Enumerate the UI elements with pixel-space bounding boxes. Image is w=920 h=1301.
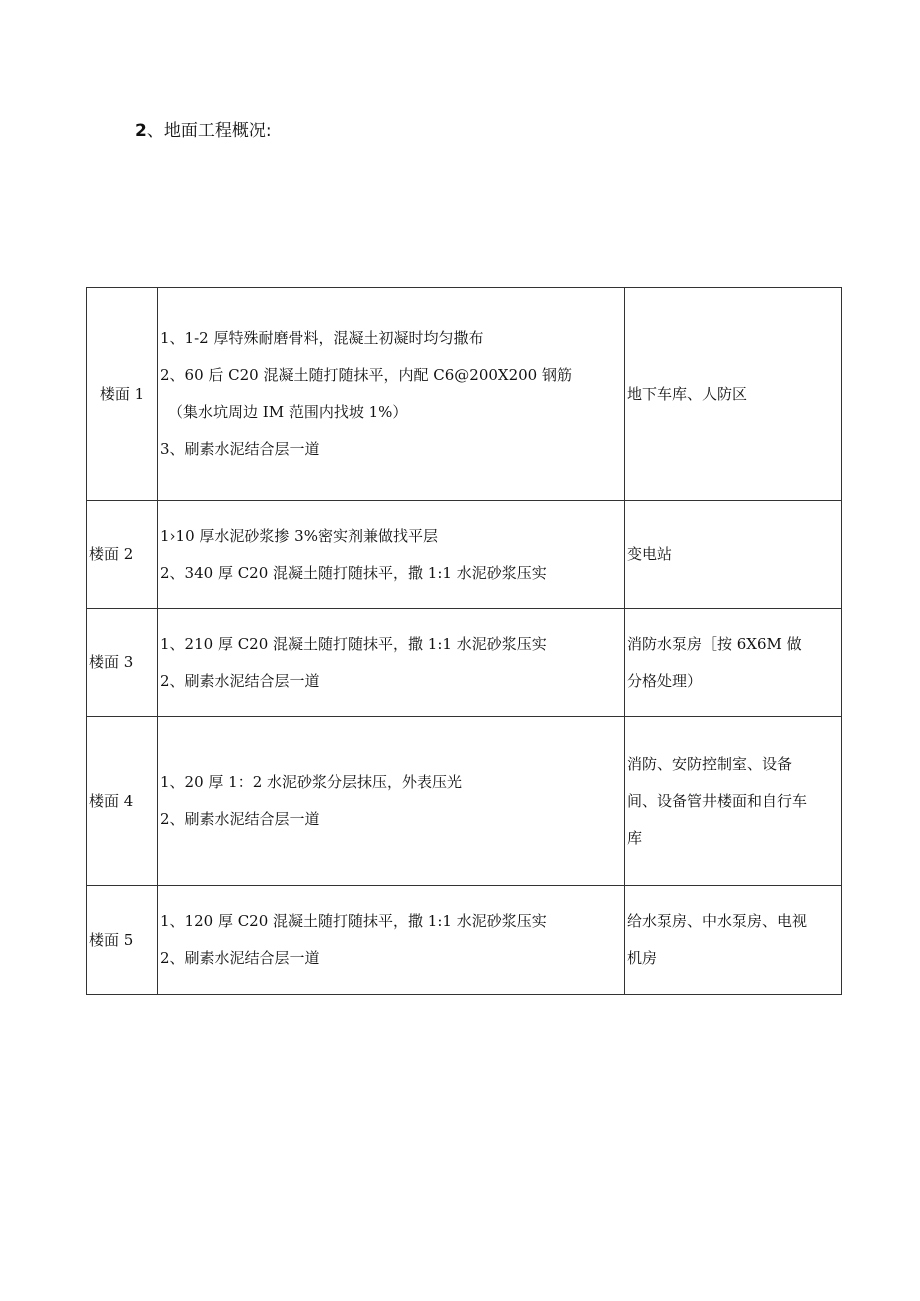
floor-spec-table: [86, 287, 842, 995]
section-heading: [135, 119, 272, 143]
floor-usage-line: 机房: [627, 949, 658, 967]
floor-usage-line: 间、设备管井楼面和自行车: [627, 791, 808, 810]
floor-steps-cell: [158, 886, 625, 995]
table-row-floor-2: [87, 501, 842, 609]
section-title: 、地面工程概况:: [146, 121, 272, 141]
floor-step-line: （集水坑周边 IM 范围内找坡 1%）: [168, 403, 408, 421]
floor-step-line: 2、刷素水泥结合层一道: [160, 810, 320, 828]
floor-step-line: 2、刷素水泥结合层一道: [160, 949, 320, 967]
floor-name-cell: 楼面 3: [87, 609, 158, 717]
floor-usage-line: 分格处理）: [627, 671, 703, 690]
floor-name-cell: 楼面 1: [87, 288, 158, 501]
floor-step-line: 2、刷素水泥结合层一道: [160, 671, 320, 690]
floor-steps-cell: [158, 609, 625, 717]
floor-step-line: 1、210 厚 C20 混凝土随打随抹平，撒 1:1 水泥砂浆压实: [160, 634, 547, 653]
floor-usage-cell: [625, 501, 842, 609]
floor-usage-line: 给水泵房、中水泵房、电视: [627, 912, 808, 930]
floor-name-cell: 楼面 2: [87, 501, 158, 609]
floor-steps-cell: [158, 288, 625, 501]
floor-step-line: 2、60 后 C20 混凝土随打随抹平，内配 C6@200X200 钢筋: [160, 366, 572, 384]
floor-name-cell: 楼面 4: [87, 717, 158, 886]
floor-usage-line: 变电站: [627, 545, 673, 563]
table-row-floor-3: [87, 609, 842, 717]
floor-usage-cell: [625, 288, 842, 501]
floor-step-line: 1、20 厚 1：2 水泥砂浆分层抹压，外表压光: [160, 773, 463, 791]
floor-name-cell: 楼面 5: [87, 886, 158, 995]
section-number: 2: [135, 121, 147, 141]
table-row-floor-5: [87, 886, 842, 995]
floor-steps-cell: [158, 717, 625, 886]
floor-usage-cell: [625, 609, 842, 717]
floor-step-line: 1、1-2 厚特殊耐磨骨料，混凝土初凝时均匀撒布: [160, 329, 484, 347]
floor-usage-cell: [625, 717, 842, 886]
floor-usage-line: 消防、安防控制室、设备: [627, 754, 793, 773]
table-row-floor-1: [87, 288, 842, 501]
floor-steps-cell: [158, 501, 625, 609]
table-row-floor-4: [87, 717, 842, 886]
floor-step-line: 1、120 厚 C20 混凝土随打随抹平，撒 1:1 水泥砂浆压实: [160, 912, 547, 930]
floor-usage-line: 消防水泵房［按 6X6M 做: [627, 634, 802, 653]
floor-step-line: 1›10 厚水泥砂浆掺 3%密实剂兼做找平层: [160, 526, 438, 545]
floor-step-line: 2、340 厚 C20 混凝土随打随抹平，撒 1:1 水泥砂浆压实: [160, 563, 547, 582]
floor-usage-line: 库: [627, 828, 643, 847]
floor-step-line: 3、刷素水泥结合层一道: [160, 440, 320, 458]
floor-usage-line: 地下车库、人防区: [627, 384, 748, 403]
floor-usage-cell: [625, 886, 842, 995]
